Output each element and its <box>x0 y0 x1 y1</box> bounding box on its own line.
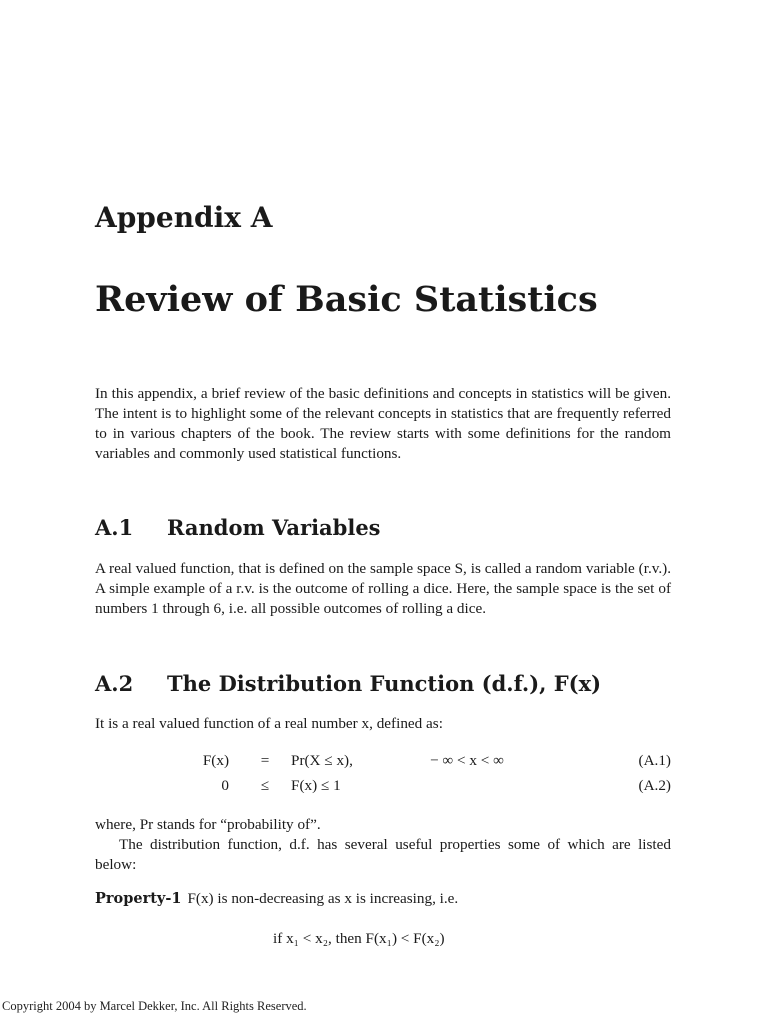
equation-rhs: Pr(X ≤ x), <box>291 752 353 769</box>
appendix-label: Appendix A <box>95 201 273 234</box>
equation-number: (A.1) <box>638 752 671 769</box>
equation-relation: ≤ <box>260 777 270 794</box>
section-number: A.2 <box>95 671 134 696</box>
random-variables-paragraph: A real valued function, that is defined on the sample space S, is called a random variable (r.v.). A simple example of a r.v. is the outcome of rolling a dice. Here, the sample space is the set of numbers 1 through 6, i.e. all possible outcomes of rolling a dice. <box>95 560 671 617</box>
equation-lhs: F(x) <box>202 752 229 769</box>
definition-line: It is a real valued function of a real number x, defined as: <box>95 715 443 732</box>
section-heading-a1 <box>95 514 381 542</box>
chapter-title: Review of Basic Statistics <box>95 279 598 320</box>
property-condition: if x₁ < x₂, then F(x₁) < F(x₂) <box>273 930 445 947</box>
section-title: Random Variables <box>167 515 381 540</box>
where-line: where, Pr stands for “probability of”. <box>95 816 321 833</box>
property-label: Property-1 <box>95 890 182 907</box>
equation-a1 <box>95 750 671 772</box>
intro-paragraph: In this appendix, a brief review of the basic definitions and concepts in statistics will be given. The intent is to highlight some of the relevant concepts in statistics that are frequently referred to in various chapters of the book. The review starts with some definitions for the random variables and commonly used statistical functions. <box>95 385 671 462</box>
property-text: F(x) is non-decreasing as x is increasing, i.e. <box>187 890 459 907</box>
section-number: A.1 <box>95 515 134 540</box>
equation-relation: = <box>260 752 270 769</box>
equation-a2 <box>95 775 671 797</box>
copyright-footer: Copyright 2004 by Marcel Dekker, Inc. All Rights Reserved. <box>2 999 307 1013</box>
property-1 <box>95 889 458 909</box>
section-heading-a2 <box>95 670 601 698</box>
distribution-function-paragraph: The distribution function, d.f. has several useful properties some of which are listed below: <box>95 836 671 873</box>
section-title: The Distribution Function (d.f.), F(x) <box>167 671 602 696</box>
equation-rhs: F(x) ≤ 1 <box>291 777 341 794</box>
equation-condition: − ∞ < x < ∞ <box>430 752 504 769</box>
equation-lhs: 0 <box>221 777 229 794</box>
equation-number: (A.2) <box>638 777 671 794</box>
